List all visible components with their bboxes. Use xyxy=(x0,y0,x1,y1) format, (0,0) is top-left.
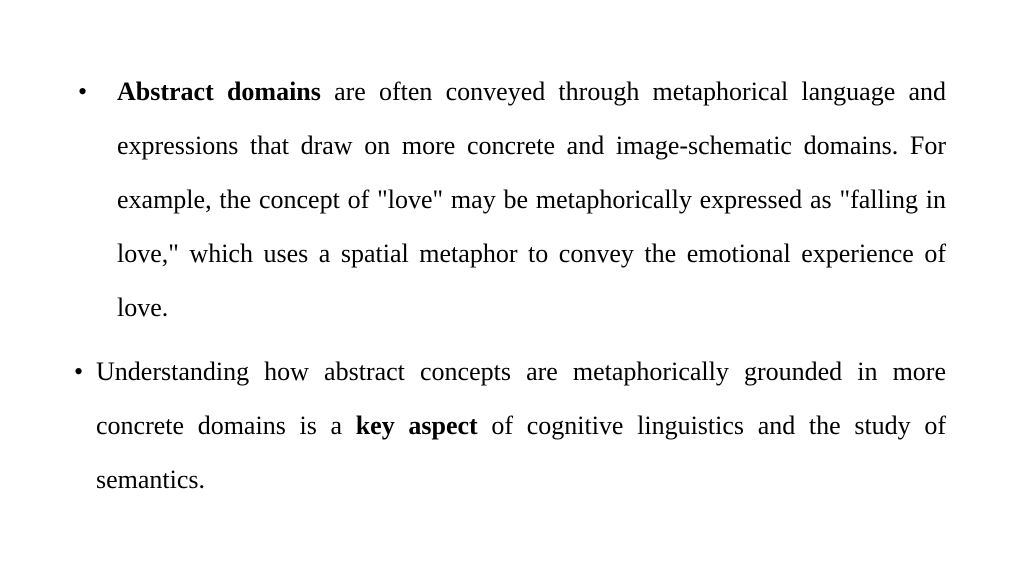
bullet-body-start: Understanding how abstract concepts are metaphorically grounded in more concrete domains is a xyxy=(96,357,946,440)
bold-lead: Abstract domains xyxy=(117,77,321,106)
bullet-icon: • xyxy=(74,357,84,386)
bullet-abstract-domains xyxy=(78,65,947,335)
bullet-body: are often conveyed through metaphorical language and expressions that draw on more concrete and image-schematic domains. For example, the concept of "love" may be metaphorically expressed as "falling in love," which uses a spatial metaphor to convey the emotional experience of love. xyxy=(117,77,947,322)
bold-phrase: key aspect xyxy=(355,411,478,440)
bullet-understanding xyxy=(74,345,947,507)
bullet-text xyxy=(96,345,946,507)
bullet-body-end: of cognitive linguistics and the study of semantics. xyxy=(96,411,947,494)
bullet-icon: • xyxy=(78,77,88,106)
bullet-text xyxy=(117,65,946,335)
